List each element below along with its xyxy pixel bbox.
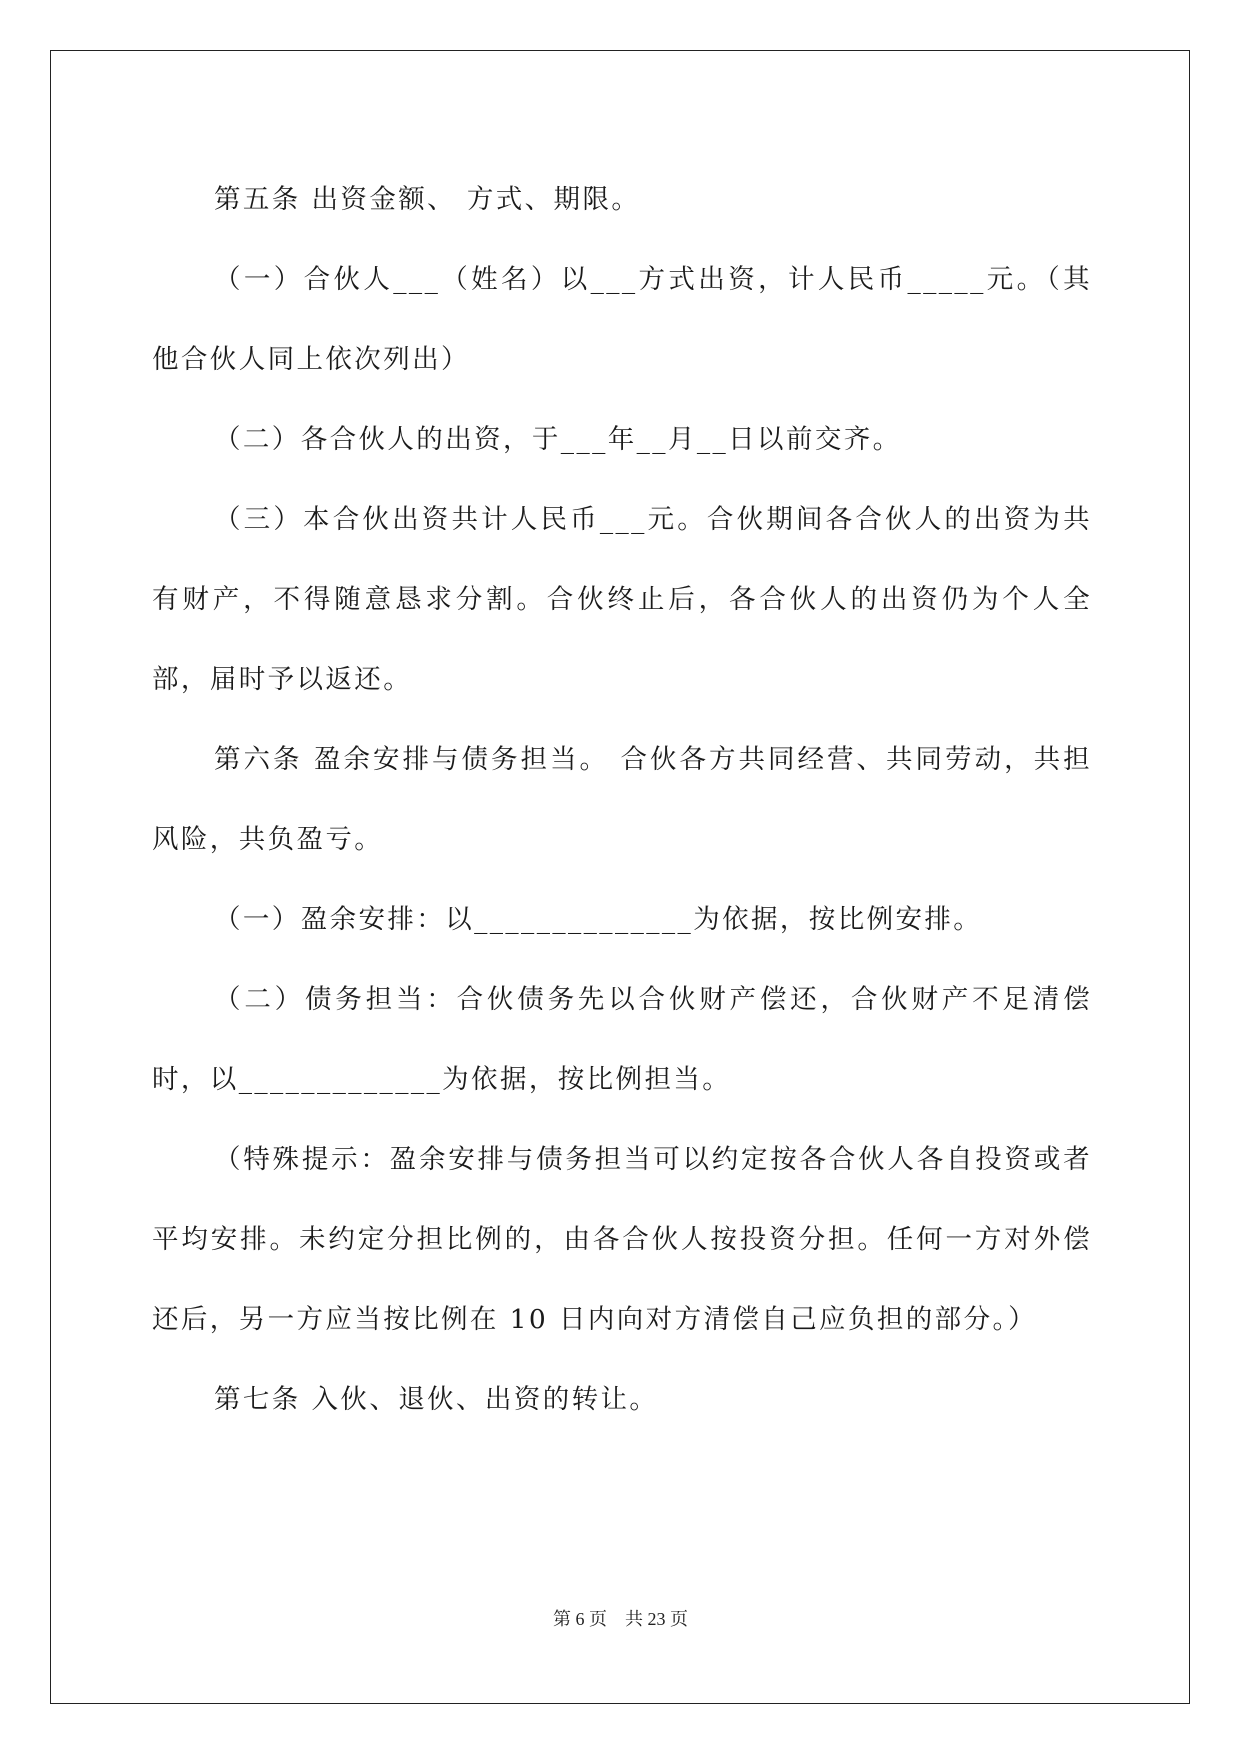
article-7-heading: 第七条 入伙、退伙、出资的转让。 <box>214 1384 659 1415</box>
page-footer <box>0 1605 1241 1631</box>
article-5-heading: 第五条 出资金额、 方式、期限。 <box>214 184 641 215</box>
page-total: 共 23 页 <box>625 1609 688 1629</box>
clause-6-2: （二）债务担当：合伙债务先以合伙财产偿还，合伙财产不足清偿时，以_____________为依据，按比例担当。 <box>152 984 1092 1095</box>
clause-6-1: （一）盈余安排：以______________为依据，按比例安排。 <box>214 904 983 935</box>
clause-5-1: （一）合伙人___（姓名）以___方式出资，计人民币_____元。（其他合伙人同上依次列出） <box>152 264 1092 375</box>
clause-5-2: （二）各合伙人的出资，于___年__月__日以前交齐。 <box>214 424 902 455</box>
clause-5-3: （三）本合伙出资共计人民币___元。合伙期间各合伙人的出资为共有财产，不得随意恳求分割。合伙终止后，各合伙人的出资仍为个人全部，届时予以返还。 <box>152 504 1092 695</box>
special-note: （特殊提示：盈余安排与债务担当可以约定按各合伙人各自投资或者平均安排。未约定分担比例的，由各合伙人按投资分担。任何一方对外偿还后，另一方应当按比例在 10 日内向对方清偿自己应负担的部分。） <box>152 1144 1092 1335</box>
document-body <box>152 160 1092 1440</box>
page-number: 第 6 页 <box>553 1609 607 1629</box>
article-6-heading: 第六条 盈余安排与债务担当。 合伙各方共同经营、共同劳动，共担风险，共负盈亏。 <box>152 744 1092 855</box>
